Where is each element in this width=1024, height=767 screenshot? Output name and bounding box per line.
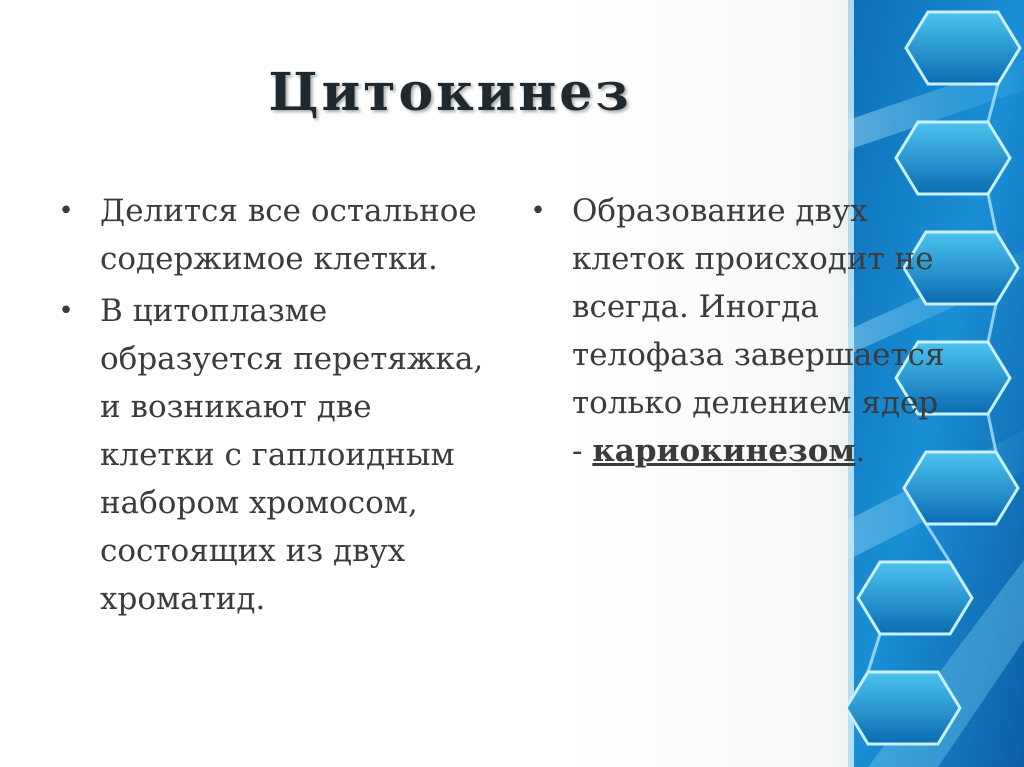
right-bullet-list — [528, 187, 948, 479]
list-item — [56, 187, 496, 283]
slide-title: Цитокинез — [268, 62, 632, 123]
left-bullet-list — [56, 187, 496, 627]
bullet-icon: • — [58, 296, 74, 326]
bullet-icon: • — [530, 196, 546, 226]
karyokinesis-link[interactable]: кариокинезом — [592, 433, 856, 469]
bullet-text: В цитоплазме образуется перетяжка, и возникают две клетки с гаплоидным набором хромосом, состоящих из двух хроматид. — [100, 293, 484, 617]
list-item — [56, 287, 496, 623]
bullet-text: Делится все остальное содержимое клетки. — [100, 193, 477, 277]
bullet-icon: • — [58, 196, 74, 226]
bullet-text: Образование двух клеток происходит не всегда. Иногда телофаза завершается только делением ядер - — [572, 193, 945, 469]
list-item — [528, 187, 948, 475]
bullet-text-end: . — [855, 433, 866, 469]
